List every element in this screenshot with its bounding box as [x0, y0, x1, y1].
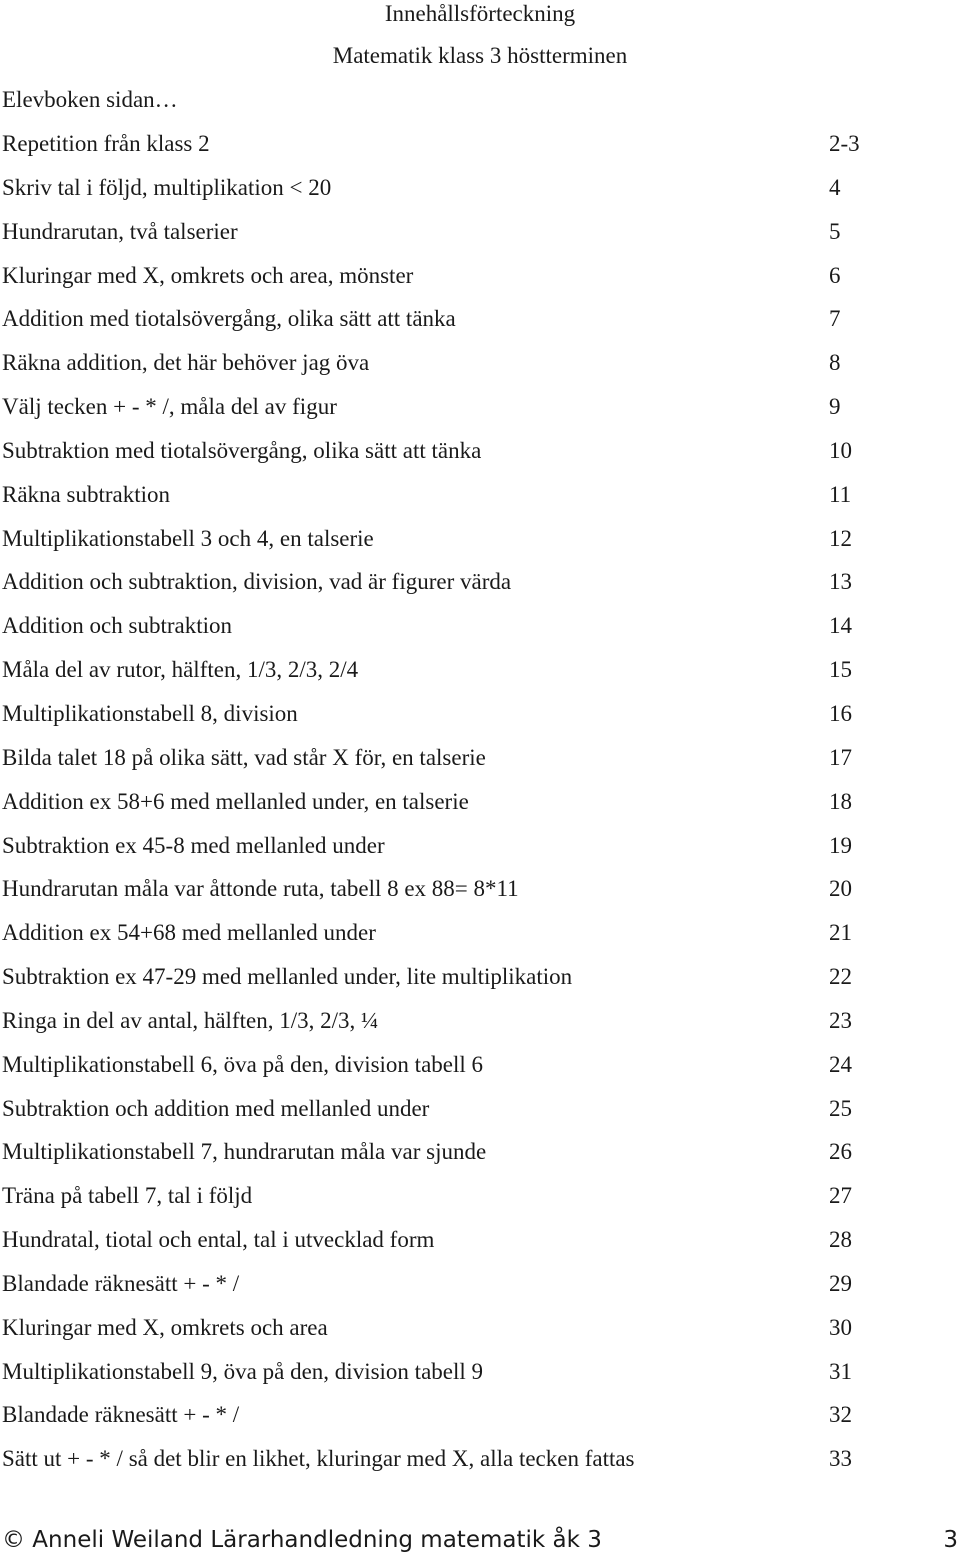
- toc-entry: [0, 525, 960, 569]
- toc-entry: [0, 305, 960, 349]
- toc-entry-label: Kluringar med X, omkrets och area, mönster: [2, 262, 414, 288]
- toc-entry: [0, 612, 960, 656]
- toc-entry-page: 6: [829, 262, 841, 288]
- toc-entry: [0, 130, 960, 174]
- toc-entry-page: 31: [829, 1358, 852, 1384]
- toc-entry-page: 28: [829, 1227, 852, 1253]
- toc-entry-page: 33: [829, 1446, 852, 1472]
- toc-entry: [0, 963, 960, 1007]
- toc-entry-label: Multiplikationstabell 8, division: [2, 700, 298, 726]
- toc-entry-page: 30: [829, 1314, 852, 1340]
- toc-entry-label: Multiplikationstabell 7, hundrarutan måla var sjunde: [2, 1139, 487, 1165]
- toc-entry-page: 9: [829, 394, 841, 420]
- toc-entry-page: 21: [829, 920, 852, 946]
- toc-entry-label: Räkna addition, det här behöver jag öva: [2, 350, 370, 376]
- toc-entry-page: 12: [829, 525, 852, 551]
- toc-entry: [0, 349, 960, 393]
- toc-entry-label: Addition ex 54+68 med mellanled under: [2, 920, 376, 946]
- toc-entry-label: Subtraktion och addition med mellanled under: [2, 1095, 430, 1121]
- toc-entry-label: Blandade räknesätt + - * /: [2, 1402, 240, 1428]
- toc-entry-label: Välj tecken + - * /, måla del av figur: [2, 394, 337, 420]
- toc-entry-label: Multiplikationstabell 6, öva på den, division tabell 6: [2, 1051, 484, 1077]
- toc-entry-label: Addition och subtraktion, division, vad är figurer värda: [2, 569, 512, 595]
- toc-entry-label: Repetition från klass 2: [2, 131, 210, 156]
- toc-entry-page: 7: [829, 306, 841, 332]
- toc-entry-label: Hundratal, tiotal och ental, tal i utvecklad form: [2, 1227, 435, 1253]
- toc-entry-page: 14: [829, 613, 852, 639]
- page-footer: [0, 1525, 960, 1555]
- toc-entry: [0, 1226, 960, 1270]
- toc-entry: [0, 875, 960, 919]
- toc-entry-label: Addition med tiotalsövergång, olika sätt att tänka: [2, 306, 456, 332]
- toc-entry-page: 32: [829, 1402, 852, 1428]
- toc-entry: [0, 832, 960, 876]
- toc-entry-page: 25: [829, 1095, 852, 1121]
- toc-entry-label: Skriv tal i följd, multiplikation < 20: [2, 174, 332, 200]
- toc-entry-page: 23: [829, 1007, 852, 1033]
- toc-entry-page: 27: [829, 1183, 852, 1209]
- toc-entry: [0, 1314, 960, 1358]
- toc-entry: [0, 788, 960, 832]
- toc-entry-page: 2-3: [829, 131, 860, 156]
- toc-entry: [0, 1358, 960, 1402]
- toc-entry: [0, 1445, 960, 1489]
- toc-entry-page: 18: [829, 788, 852, 814]
- toc-entry: [0, 1007, 960, 1051]
- toc-entry-label: Addition ex 58+6 med mellanled under, en talserie: [2, 788, 469, 814]
- toc-entry: [0, 919, 960, 963]
- toc-entry: [0, 1051, 960, 1095]
- toc-entry-label: Sätt ut + - * / så det blir en likhet, kluringar med X, alla tecken fattas: [2, 1446, 635, 1472]
- footer-copyright: © Anneli Weiland Lärarhandledning matematik åk 3: [2, 1527, 602, 1553]
- toc-entry-page: 29: [829, 1270, 852, 1296]
- toc-entry-label: Måla del av rutor, hälften, 1/3, 2/3, 2/4: [2, 657, 359, 683]
- toc-entry: [0, 481, 960, 525]
- footer-page-number: 3: [943, 1527, 958, 1553]
- toc-entry-page: 22: [829, 964, 852, 990]
- page-subtitle: Matematik klass 3 höstterminen: [332, 43, 628, 68]
- toc-entry: [0, 568, 960, 612]
- toc-entry-page: 26: [829, 1139, 852, 1165]
- toc-entry: [0, 1095, 960, 1139]
- toc-entry-page: 20: [829, 876, 852, 902]
- toc-entry: [0, 262, 960, 306]
- toc-entry: [0, 1138, 960, 1182]
- toc-entry-label: Multiplikationstabell 9, öva på den, division tabell 9: [2, 1358, 484, 1384]
- toc-entry-label: Subtraktion med tiotalsövergång, olika sätt att tänka: [2, 437, 482, 463]
- toc-entry-label: Subtraktion ex 47-29 med mellanled under, lite multiplikation: [2, 964, 573, 990]
- intro-text: Elevboken sidan…: [2, 87, 178, 112]
- toc-entry-label: Kluringar med X, omkrets och area: [2, 1314, 328, 1340]
- toc-entry-label: Hundrarutan måla var åttonde ruta, tabell 8 ex 88= 8*11: [2, 876, 519, 902]
- toc-entry-page: 5: [829, 218, 841, 244]
- toc-entry-label: Multiplikationstabell 3 och 4, en talserie: [2, 525, 374, 551]
- toc-entry-page: 15: [829, 657, 852, 683]
- toc-entry: [0, 744, 960, 788]
- toc-entry-page: 4: [829, 174, 841, 200]
- toc-entry-label: Hundrarutan, två talserier: [2, 218, 238, 244]
- toc-entry-label: Träna på tabell 7, tal i följd: [2, 1183, 253, 1209]
- toc-entry-page: 17: [829, 744, 852, 770]
- toc-entry: [0, 437, 960, 481]
- toc-entry-label: Ringa in del av antal, hälften, 1/3, 2/3, ¼: [2, 1007, 379, 1033]
- toc-entry: [0, 700, 960, 744]
- toc-entry: [0, 656, 960, 700]
- toc-entry: [0, 1182, 960, 1226]
- table-of-contents: [0, 130, 960, 1489]
- toc-entry-label: Blandade räknesätt + - * /: [2, 1270, 240, 1296]
- page-title: Innehållsförteckning: [384, 1, 576, 26]
- toc-entry-page: 13: [829, 569, 852, 595]
- toc-entry: [0, 1401, 960, 1445]
- toc-entry-label: Räkna subtraktion: [2, 481, 170, 507]
- toc-entry: [0, 218, 960, 262]
- toc-entry-label: Bilda talet 18 på olika sätt, vad står X för, en talserie: [2, 744, 486, 770]
- toc-entry-page: 11: [829, 481, 852, 507]
- toc-entry: [0, 174, 960, 218]
- toc-entry: [0, 1270, 960, 1314]
- toc-entry-label: Addition och subtraktion: [2, 613, 232, 639]
- toc-entry-page: 16: [829, 700, 852, 726]
- toc-entry-label: Subtraktion ex 45-8 med mellanled under: [2, 832, 385, 858]
- toc-entry-page: 24: [829, 1051, 852, 1077]
- toc-entry-page: 19: [829, 832, 852, 858]
- toc-entry-page: 10: [829, 437, 852, 463]
- toc-entry-page: 8: [829, 350, 841, 376]
- toc-entry: [0, 393, 960, 437]
